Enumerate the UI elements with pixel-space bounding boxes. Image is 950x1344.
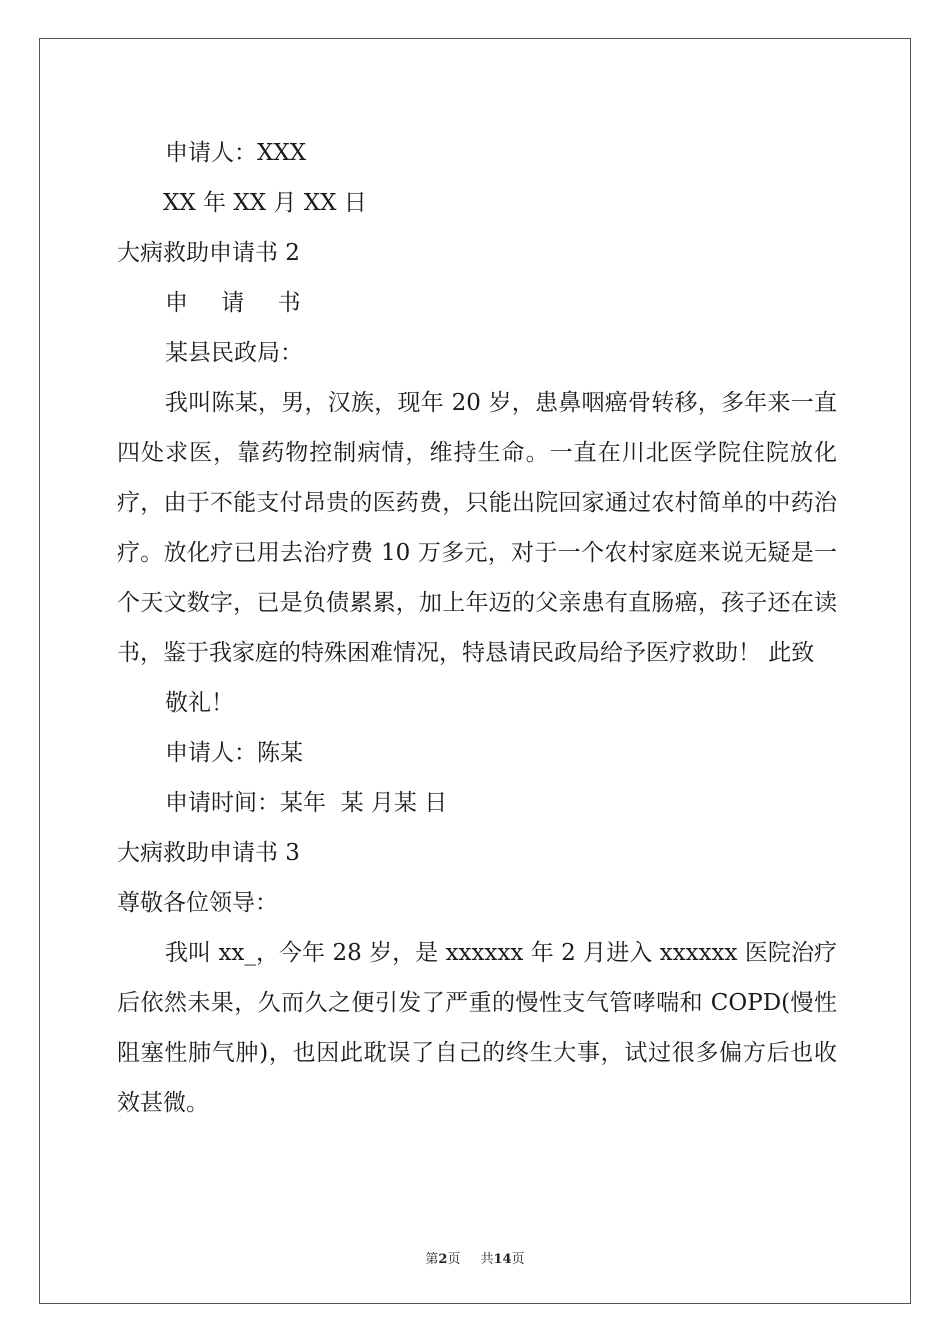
page-footer — [0, 1248, 950, 1267]
recipient-line: 尊敬各位领导： — [117, 890, 278, 916]
total-suffix: 页 — [511, 1252, 525, 1267]
document-body — [117, 128, 837, 1128]
recipient-line: 某县民政局： — [165, 340, 303, 366]
body-paragraph: 我叫 xx_，今年 28 岁，是 xxxxxx 年 2 月进入 xxxxxx 医院治疗后依然未果，久而久之便引发了严重的慢性支气管哮喘和 COPD(慢性阻塞性肺气肿)，也因此耽误了自己的终生大事，试过很多偏方后也收效甚微。 — [117, 940, 837, 1116]
page-prefix: 第 — [425, 1252, 439, 1267]
applicant-line: 申请人：XXX — [165, 140, 307, 166]
body-paragraph: 我叫陈某，男，汉族，现年 20 岁，患鼻咽癌骨转移，多年来一直四处求医，靠药物控制病情，维持生命。一直在川北医学院住院放化疗，由于不能支付昂贵的医药费，只能出院回家通过农村简单的中药治疗。放化疗已用去治疗费 10 万多元，对于一个农村家庭来说无疑是一个天文数字，已是负债累累，加上年迈的父亲患有直肠癌，孩子还在读书，鉴于我家庭的特殊困难情况，特恳请民政局给予医疗救助！ 此致 — [117, 390, 837, 666]
date-line: XX 年 XX 月 XX 日 — [163, 190, 367, 216]
page-suffix: 页 — [447, 1252, 461, 1267]
current-page-number: 2 — [438, 1252, 448, 1267]
total-page-count: 14 — [493, 1252, 512, 1267]
applicant-line: 申请人：陈某 — [165, 740, 303, 766]
application-date-line: 申请时间：某年 某 月某 日 — [165, 790, 448, 816]
section-heading-2: 大病救助申请书 2 — [117, 240, 300, 266]
salutation-line: 敬礼！ — [165, 690, 234, 716]
total-prefix: 共 — [480, 1252, 494, 1267]
letter-title: 申 请 书 — [165, 290, 314, 316]
section-heading-3: 大病救助申请书 3 — [117, 840, 300, 866]
